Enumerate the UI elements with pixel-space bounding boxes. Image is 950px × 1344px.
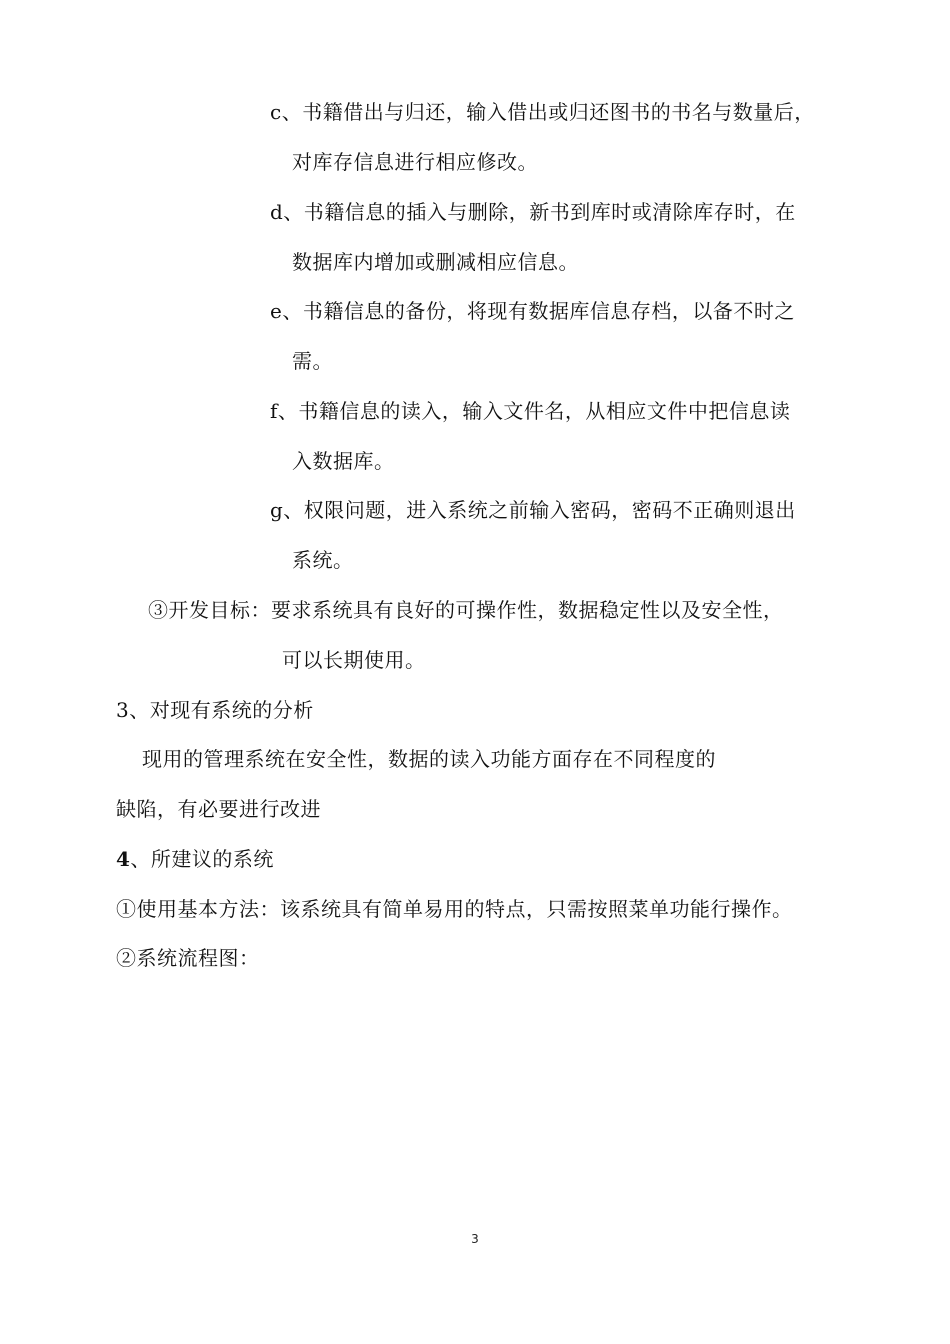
section4-usage: ①使用基本方法：该系统具有简单易用的特点，只需按照菜单功能行操作。 — [116, 897, 793, 921]
section4-heading-number: 4 — [116, 847, 131, 871]
section4-heading-text: 、所建议的系统 — [130, 847, 274, 871]
item-c-line2: 对库存信息进行相应修改。 — [292, 150, 538, 174]
item-e-line2: 需。 — [292, 349, 333, 373]
dev-goal-line2: 可以长期使用。 — [282, 648, 426, 672]
section3-heading: 3、对现有系统的分析 — [116, 698, 314, 722]
item-f-line1: f、书籍信息的读入，输入文件名，从相应文件中把信息读 — [270, 399, 791, 423]
item-c-line1: c、书籍借出与归还，输入借出或归还图书的书名与数量后， — [270, 100, 815, 124]
section3-paragraph-line1: 现用的管理系统在安全性，数据的读入功能方面存在不同程度的 — [142, 747, 716, 771]
section3-paragraph-line2: 缺陷，有必要进行改进 — [116, 797, 321, 821]
item-d-line2: 数据库内增加或删减相应信息。 — [292, 250, 579, 274]
section4-flowchart: ②系统流程图： — [116, 946, 260, 970]
dev-goal-line1: ③开发目标：要求系统具有良好的可操作性，数据稳定性以及安全性， — [148, 598, 784, 622]
section4-heading — [116, 845, 274, 873]
item-d-line1: d、书籍信息的插入与删除，新书到库时或清除库存时，在 — [270, 200, 796, 224]
item-e-line1: e、书籍信息的备份，将现有数据库信息存档，以备不时之 — [270, 299, 795, 323]
item-f-line2: 入数据库。 — [292, 449, 395, 473]
item-g-line2: 系统。 — [292, 548, 354, 572]
item-g-line1: g、权限问题，进入系统之前输入密码，密码不正确则退出 — [270, 498, 796, 522]
page-number: 3 — [471, 1232, 479, 1246]
